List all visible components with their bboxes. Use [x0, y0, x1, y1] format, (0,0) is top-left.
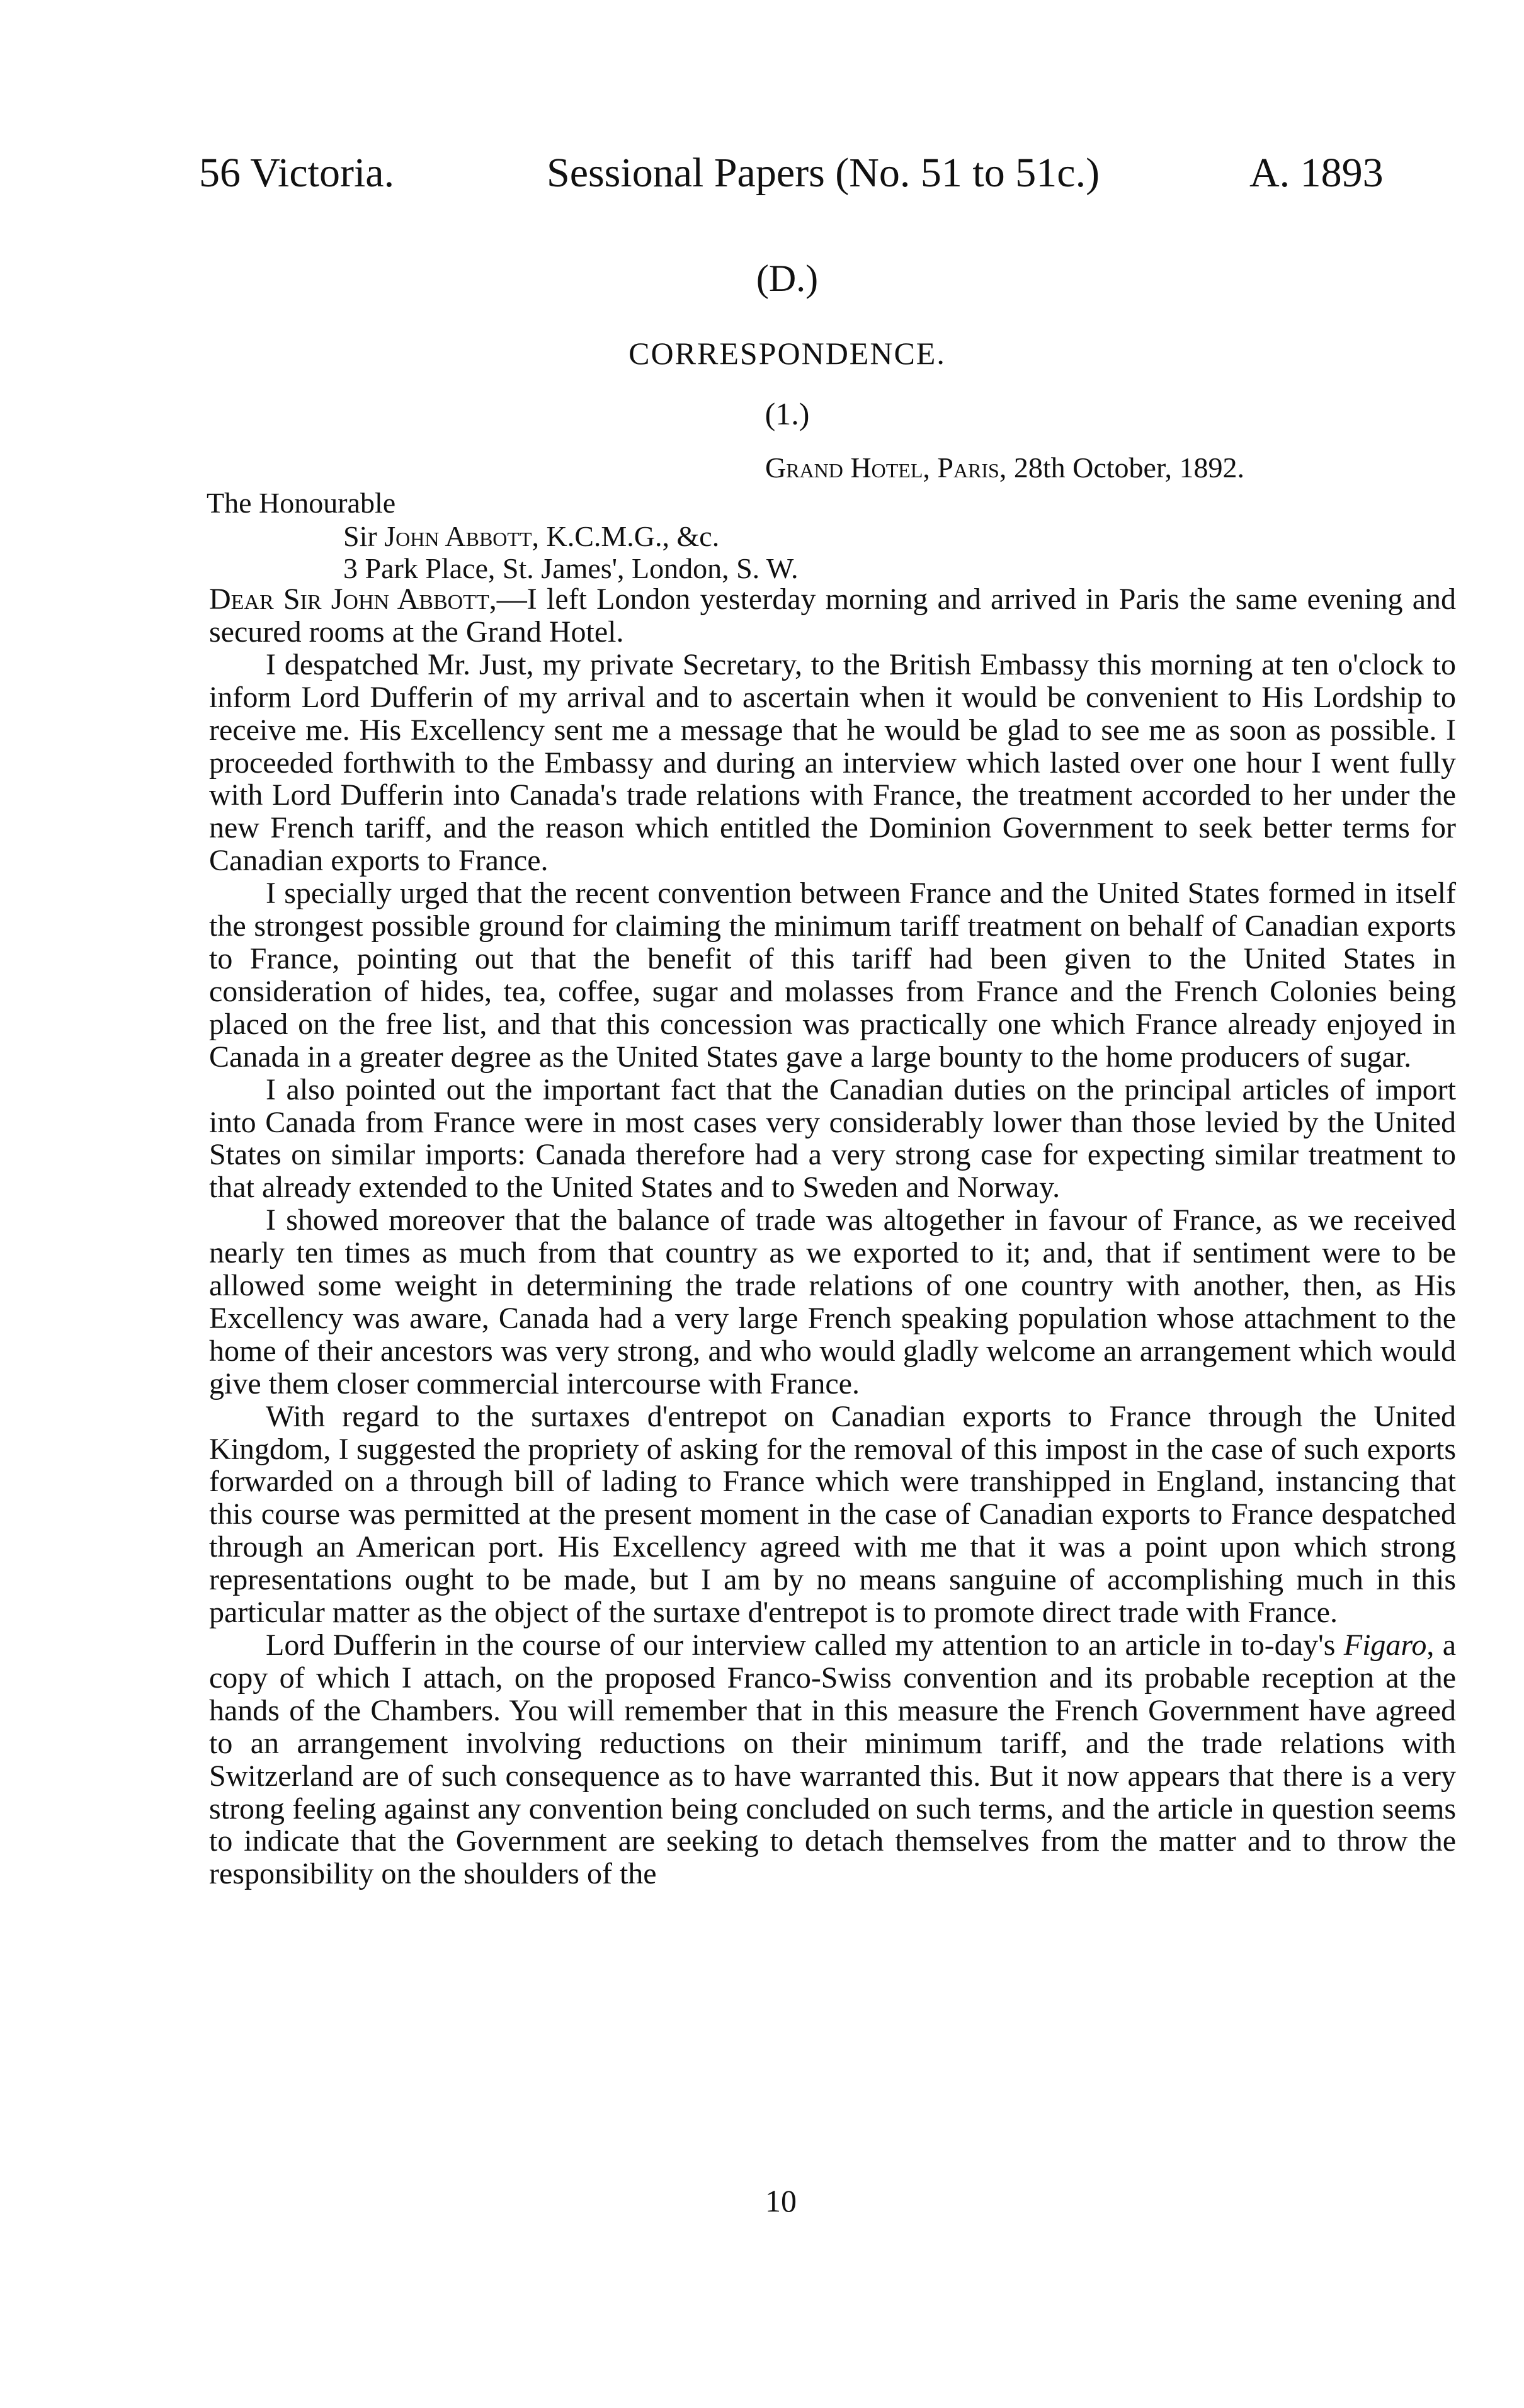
- paragraph-2: I despatched Mr. Just, my private Secretary, to the British Embassy this morning at ten o'clock to inform Lord Dufferin of my arrival and to ascertain when it would be convenient to His Lordship to receive me. His Excellency sent me a message that he would be glad to see me as soon as possible. I proceeded forthwith to the Embassy and during an interview which lasted over one hour I went fully with Lord Dufferin into Canada's trade relations with France, the treatment accorded to her under the new French tariff, and the reason which entitled the Dominion Government to seek better terms for Canadian exports to France.: [209, 647, 1456, 878]
- paragraph-6: With regard to the surtaxes d'entrepot on Canadian exports to France through the United Kingdom, I suggested the propriety of asking for the removal of this impost in the case of such exports forwarded on a through bill of lading to France which were transhipped in England, instancing that this course was permitted at the present moment in the case of Canadian exports to France despatched through an American port. His Excellency agreed with me that it was a point upon which strong representations ought to be made, but I am by no means sanguine of accomplishing much in this particular matter as the object of the surtaxe d'entrepot is to promote direct trade with France.: [209, 1399, 1456, 1630]
- dateline-date: 28th October, 1892.: [1006, 451, 1244, 484]
- addressee-prefix: Sir: [343, 520, 385, 552]
- newspaper-title: Figaro: [1343, 1628, 1427, 1662]
- addressee-line-1: The Honourable: [207, 487, 396, 519]
- addressee-line-2: [343, 520, 719, 553]
- addressee-name: John Abbott: [384, 520, 532, 552]
- paragraph-1: [209, 583, 1456, 649]
- salutation: Dear Sir John Abbott,: [209, 582, 497, 616]
- paragraph-5: I showed moreover that the balance of trade was altogether in favour of France, as we received nearly ten times as much from that country as we exported to it; and, that if sentiment were to be allowed some weight in determining the trade relations of one country with another, then, as His Excellency was aware, Canada had a very large French speaking population whose attachment to the home of their ancestors was very strong, and who would gladly welcome an arrangement which would give them closer commercial intercourse with France.: [209, 1203, 1456, 1400]
- paragraph-7: [209, 1629, 1456, 1890]
- addressee-suffix: , K.C.M.G., &c.: [532, 520, 720, 552]
- page-number: 10: [765, 2183, 797, 2218]
- section-label: (D.): [756, 258, 819, 299]
- running-header-left: 56 Victoria.: [199, 150, 395, 196]
- letter-body: [209, 583, 1456, 1890]
- paragraph-7-text-a: Lord Dufferin in the course of our interview called my attention to an article in to-day's: [266, 1628, 1344, 1662]
- running-header-center: Sessional Papers (No. 51 to 51c.): [547, 150, 1100, 196]
- letter-number: (1.): [765, 396, 810, 431]
- running-header-right: A. 1893: [1249, 150, 1384, 196]
- addressee-line-3: 3 Park Place, St. James', London, S. W.: [343, 552, 799, 584]
- paragraph-4: I also pointed out the important fact that the Canadian duties on the principal articles of import into Canada from France were in most cases very considerably lower than those levied by the United States on similar imports: Canada therefore had a very strong case for expecting similar treatment to that already extended to the United States and to Sweden and Norway.: [209, 1072, 1456, 1205]
- paragraph-7-text-b: , a copy of which I attach, on the proposed Franco-Swiss convention and its probable reception at the hands of the Chambers. You will remember that in this measure the French Government have agreed to an arrangement involving reductions on their minimum tariff, and the trade relations with Switzerland are of such consequence as to have warranted this. But it now appears that there is a very strong feeling against any convention being concluded on such terms, and the article in question seems to indicate that the Government are seeking to detach themselves from the matter and to throw the responsibility on the shoulders of the: [209, 1628, 1456, 1891]
- dateline: [765, 451, 1244, 484]
- paragraph-3: I specially urged that the recent convention between France and the United States formed in itself the strongest possible ground for claiming the minimum tariff treatment on behalf of Canadian exports to France, pointing out that the benefit of this tariff had been given to the United States in consideration of hides, tea, coffee, sugar and molasses from France and the French Colonies being placed on the free list, and that this concession was practically one which France already enjoyed in Canada in a greater degree as the United States gave a large bounty to the home producers of sugar.: [209, 877, 1456, 1074]
- document-title: CORRESPONDENCE.: [628, 336, 946, 371]
- dateline-place: Grand Hotel, Paris,: [765, 451, 1007, 484]
- paragraph-1-text: —I left London yesterday morning and arrived in Paris the same evening and secured rooms at the Grand Hotel.: [209, 582, 1456, 649]
